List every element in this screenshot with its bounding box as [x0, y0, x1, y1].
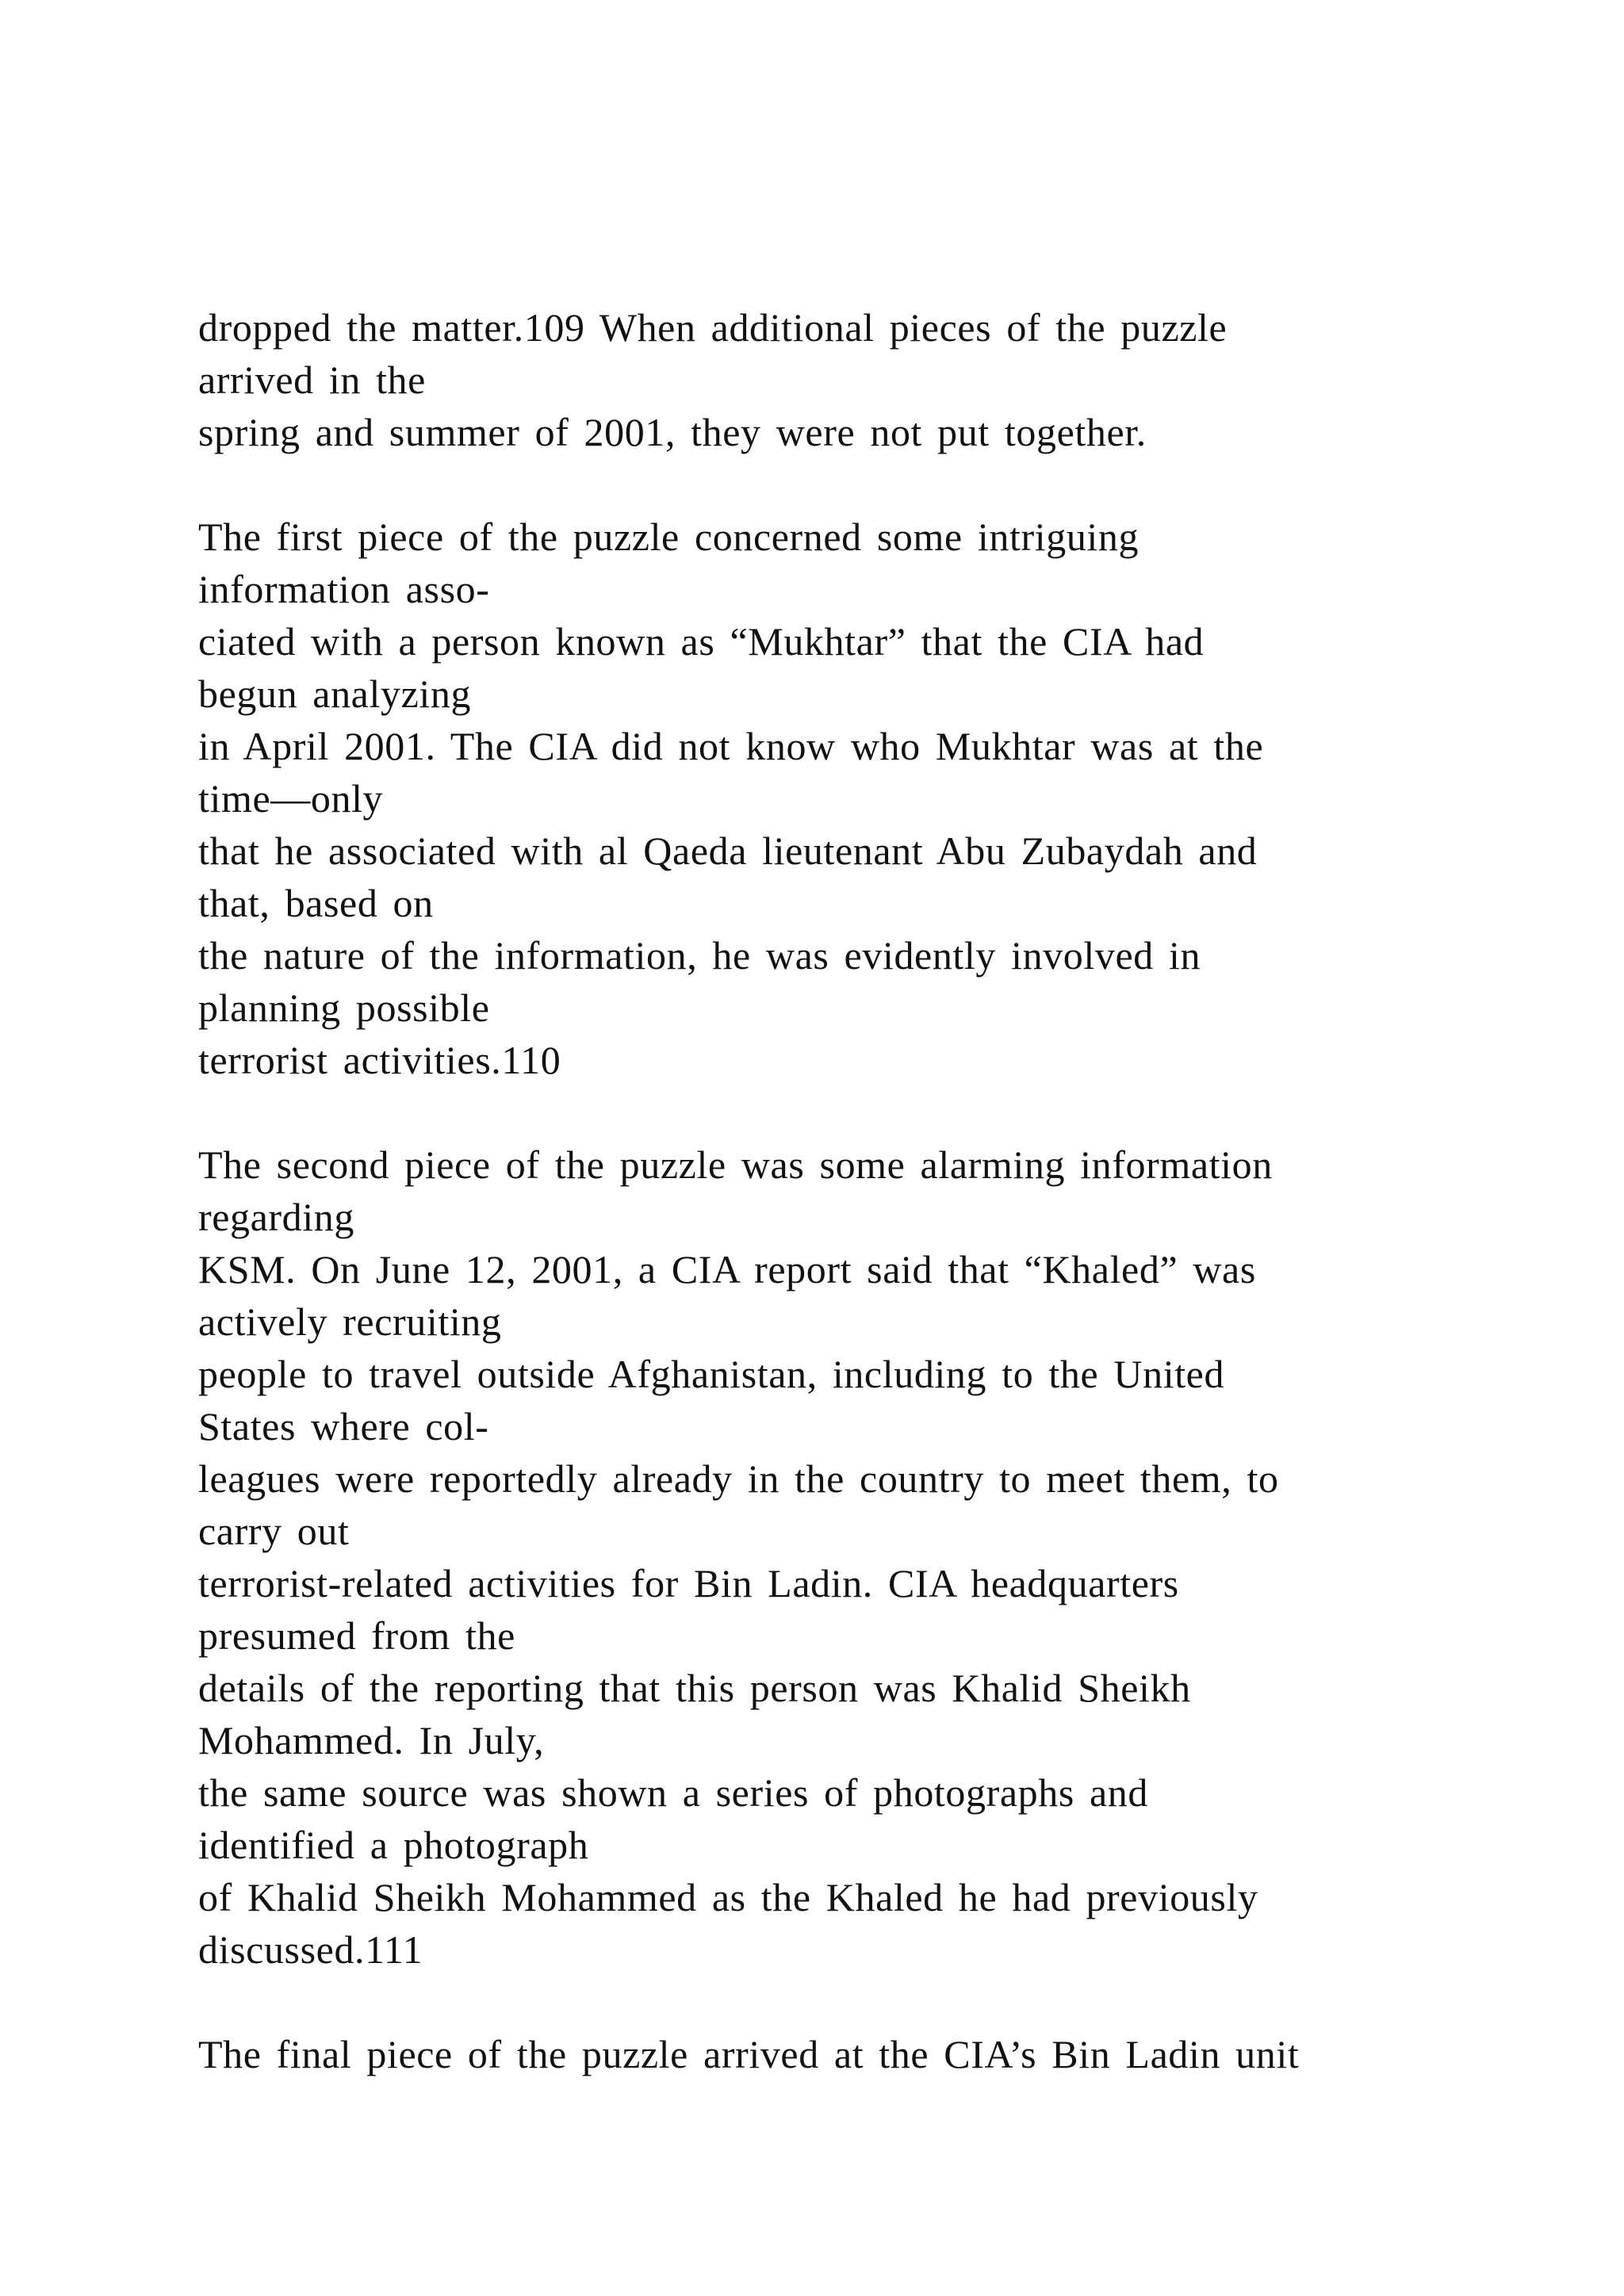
- paragraph: [198, 2028, 1546, 2080]
- text-line: spring and summer of 2001, they were not put together.: [198, 410, 1147, 454]
- paragraph-gap: [198, 1086, 1546, 1138]
- text-line: States where col-: [198, 1404, 489, 1448]
- text-line: The first piece of the puzzle concerned some intriguing: [198, 515, 1139, 559]
- text-line: that, based on: [198, 881, 434, 925]
- text-line: identified a photograph: [198, 1823, 589, 1867]
- text-line: information asso-: [198, 567, 490, 611]
- text-line: time—only: [198, 776, 384, 821]
- text-line: terrorist-related activities for Bin Ladin. CIA headquarters: [198, 1561, 1179, 1605]
- text-line: presumed from the: [198, 1613, 515, 1658]
- paragraph: [198, 301, 1546, 458]
- text-line: the same source was shown a series of photographs and: [198, 1770, 1149, 1815]
- text-line: discussed.111: [198, 1927, 423, 1972]
- text-line: dropped the matter.109 When additional pieces of the puzzle: [198, 305, 1228, 350]
- text-line: planning possible: [198, 985, 490, 1030]
- text-line: The second piece of the puzzle was some alarming information: [198, 1142, 1273, 1187]
- text-line: The final piece of the puzzle arrived at the CIA’s Bin Ladin unit: [198, 2032, 1300, 2076]
- text-line: KSM. On June 12, 2001, a CIA report said that “Khaled” was: [198, 1247, 1256, 1292]
- text-line: in April 2001. The CIA did not know who Mukhtar was at the: [198, 724, 1264, 768]
- text-line: begun analyzing: [198, 672, 472, 716]
- text-line: of Khalid Sheikh Mohammed as the Khaled he had previously: [198, 1875, 1258, 1919]
- paragraph-gap: [198, 1976, 1546, 2028]
- text-line: details of the reporting that this person was Khalid Sheikh: [198, 1666, 1191, 1710]
- text-line: people to travel outside Afghanistan, including to the United: [198, 1352, 1225, 1396]
- paragraph: [198, 511, 1546, 1086]
- text-line: that he associated with al Qaeda lieutenant Abu Zubaydah and: [198, 828, 1258, 873]
- paragraph-gap: [198, 458, 1546, 511]
- text-line: regarding: [198, 1195, 354, 1239]
- text-line: carry out: [198, 1509, 350, 1553]
- text-line: actively recruiting: [198, 1299, 502, 1344]
- text-line: ciated with a person known as “Mukhtar” that the CIA had: [198, 619, 1205, 664]
- text-line: Mohammed. In July,: [198, 1718, 545, 1762]
- text-line: the nature of the information, he was evidently involved in: [198, 933, 1201, 978]
- paragraph: [198, 1138, 1546, 1976]
- text-line: arrived in the: [198, 358, 426, 402]
- text-line: leagues were reportedly already in the country to meet them, to: [198, 1456, 1279, 1501]
- body-text: [198, 301, 1546, 2080]
- text-line: terrorist activities.110: [198, 1038, 561, 1082]
